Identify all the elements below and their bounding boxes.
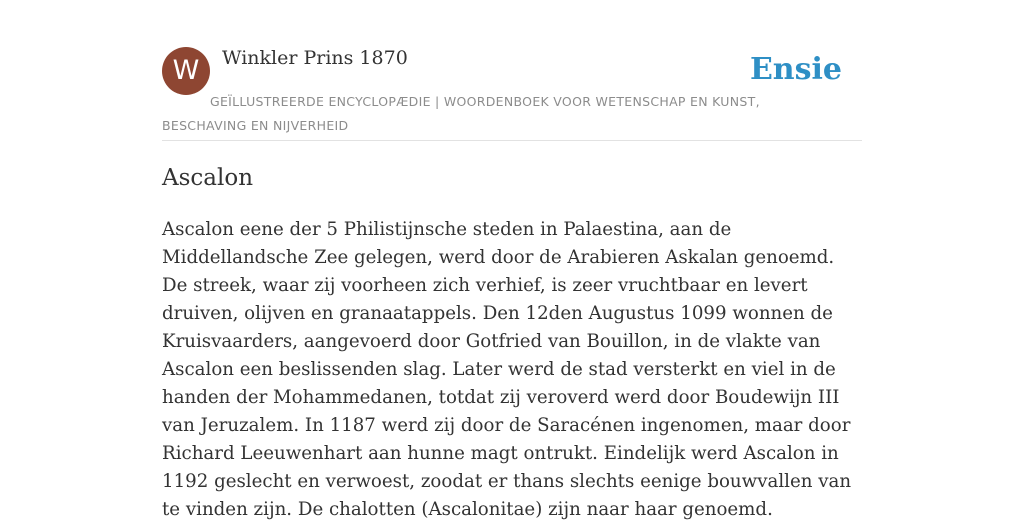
article-body: Ascalon eene der 5 Philistijnsche steden in Palaestina, aan de Middellandsche Zee gelegen, werd door de Arabieren Askalan genoemd. De streek, waar zij voorheen zich verhief, is zeer vruchtbaar en levert druiven, olijven en granaatappels. Den 12den Augustus 1099 wonnen de Kruisvaarders, aangevoerd door Gotfried van Bouillon, in de vlakte van Ascalon een beslissenden slag. Later werd de stad versterkt en viel in de handen der Mohammedanen, totdat zij veroverd werd door Boudewijn III van Jeruzalem. In 1187 werd zij door de Saracénen ingenomen, maar door Richard Leeuwenhart aan hunne magt ontrukt. Eindelijk werd Ascalon in 1192 geslecht en verwoest, zoodat er thans slechts eenige bouwvallen van te vinden zijn. De chalotten (Ascalonitae) zijn naar haar genoemd. xyxy=(162,219,852,520)
source-header xyxy=(162,46,862,141)
article-title: Ascalon xyxy=(162,165,254,191)
source-subtitle: GEÏLLUSTREERDE ENCYCLOPÆDIE | WOORDENBOEK VOOR WETENSCHAP EN KUNST, BESCHAVING EN NIJVERHEID xyxy=(162,94,760,133)
source-avatar[interactable]: W xyxy=(162,47,210,95)
source-title[interactable]: Winkler Prins 1870 xyxy=(222,47,408,69)
ensie-logo[interactable]: Ensie xyxy=(749,52,842,87)
